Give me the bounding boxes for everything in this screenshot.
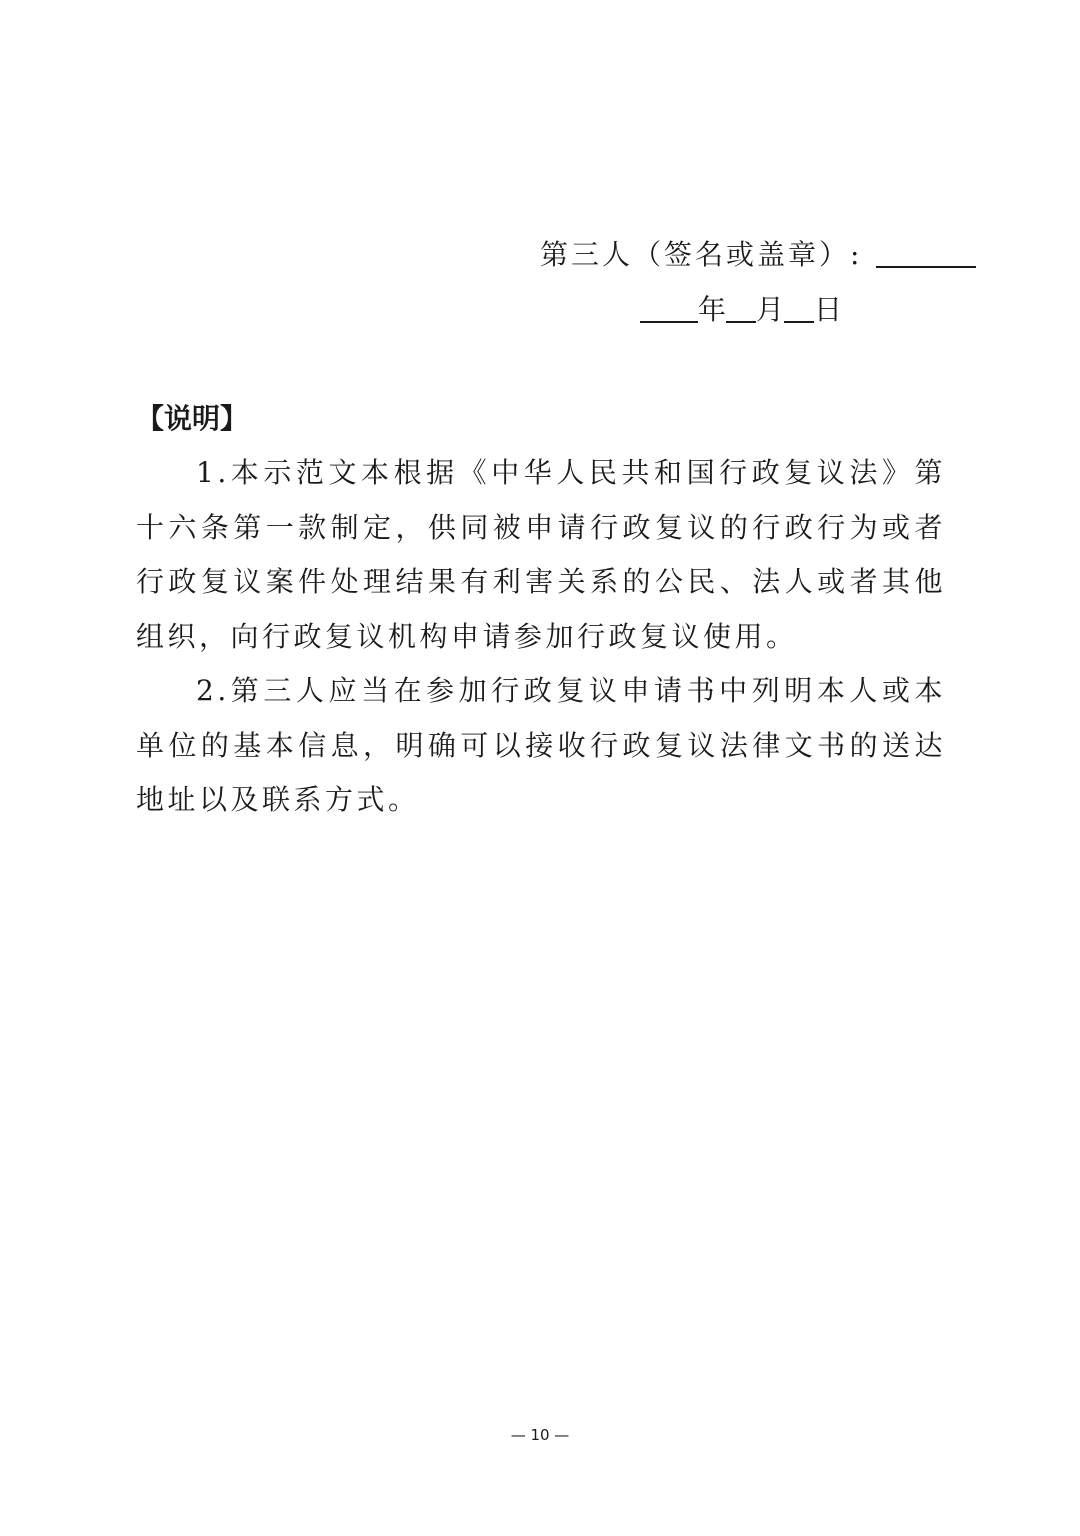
- month-label: 月: [756, 293, 785, 326]
- day-blank: [784, 291, 814, 323]
- signature-line: [540, 233, 950, 277]
- page-number: — 10 —: [510, 1426, 570, 1444]
- date-line: [640, 288, 940, 332]
- note-paragraph-1: 1.本示范文本根据《中华人民共和国行政复议法》第十六条第一款制定，供同被申请行政复议的行政行为或者行政复议案件处理结果有利害关系的公民、法人或者其他组织，向行政复议机构申请参加行政复议使用。: [136, 456, 946, 653]
- year-label: 年: [698, 293, 727, 326]
- notes-heading: 【说明】: [136, 402, 249, 435]
- day-label: 日: [814, 293, 843, 326]
- year-blank: [640, 291, 698, 323]
- note-paragraph-2: 2.第三人应当在参加行政复议申请书中列明本人或本单位的基本信息，明确可以接收行政复议法律文书的送达地址以及联系方式。: [136, 674, 946, 816]
- month-blank: [726, 291, 756, 323]
- signature-label: 第三人（签名或盖章）:: [540, 238, 863, 271]
- signature-blank: [876, 236, 976, 268]
